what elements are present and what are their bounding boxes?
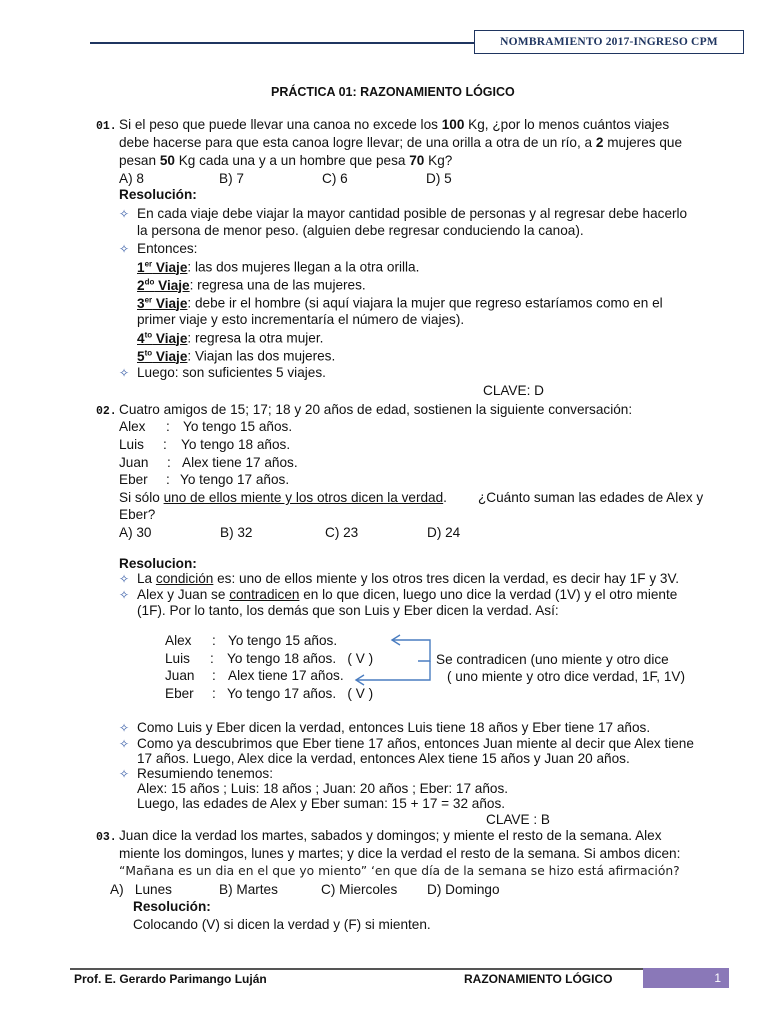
option-a: A) 8 [119,171,144,186]
q2-bullet-4-line-1: Como ya descubrimos que Eber tiene 17 años, entonces Juan miente al decir que Alex tiene [137,736,694,751]
table-name: Eber [165,686,194,701]
crosshair-diamond-icon: ✧ [119,366,130,380]
question-1-line-2: debe hacerse para que esta canoa logre llevar; de una orilla a otra de un río, a 2 mujeres que [119,135,683,150]
q1-bullet-2: Entonces: [137,241,198,256]
table-colon: : [212,668,216,683]
speaker-statement: Alex tiene 17 años. [182,455,298,470]
trip-5: $5^{to}$ Viaje: Viajan las dos mujeres. [137,348,336,364]
option-b: B) 32 [220,525,253,540]
q2-bullet-5: Resumiendo tenemos: [137,766,274,781]
answer-key-2: CLAVE : B [486,812,550,827]
table-colon: : [210,651,214,666]
crosshair-diamond-icon: ✧ [119,737,130,751]
table-name: Luis [165,651,190,666]
contradiction-note-1: Se contradicen (uno miente y otro dice [436,652,669,667]
speaker-statement: Yo tengo 17 años. [180,472,290,487]
option-c: C) 6 [322,171,348,186]
table-colon: : [212,633,216,648]
footer-subject: RAZONAMIENTO LÓGICO [464,972,613,986]
resolution-heading: Resolución: [119,187,197,202]
question-3-line-1: Juan dice la verdad los martes, sabados y domingos; y miente el resto de la semana. Alex [119,828,662,843]
table-statement: Yo tengo 17 años. ( V ) [227,686,374,701]
question-2-line-3: Eber? [119,507,156,522]
speaker-colon: : [166,419,170,434]
trip-3-cont: primer viaje y esto incrementaría el número de viajes). [137,312,465,327]
table-statement: Yo tengo 15 años. [228,633,338,648]
speaker-colon: : [167,455,171,470]
crosshair-diamond-icon: ✧ [119,572,130,586]
summary-line-2: Luego, las edades de Alex y Eber suman: 15 + 17 = 32 años. [137,796,506,811]
option-d: D) 24 [427,525,461,540]
summary-line-1: Alex: 15 años ; Luis: 18 años ; Juan: 20 años ; Eber: 17 años. [137,781,509,796]
trip-1: 1er Viaje: las dos mujeres llegan a la otra orilla. [137,259,420,275]
option-b: B) 7 [219,171,244,186]
option-c: C) Miercoles [321,882,398,897]
speaker-colon: : [166,472,170,487]
q1-bullet-3: Luego: son suficientes 5 viajes. [137,365,326,380]
q2-bullet-3: Como Luis y Eber dicen la verdad, entonces Luis tiene 18 años y Eber tiene 17 años. [137,720,651,735]
header-badge: NOMBRAMIENTO 2017-INGRESO CPM [474,30,744,54]
table-colon: : [212,686,216,701]
page-title: PRÁCTICA 01: RAZONAMIENTO LÓGICO [271,85,515,99]
crosshair-diamond-icon: ✧ [119,767,130,781]
table-name: Alex [165,633,192,648]
header-rule [90,42,474,44]
trip-3: 3er Viaje: debe ir el hombre (si aquí viajara la mujer que regreso estaríamos como en el [137,295,663,311]
trip-4: $4^{to}$ Viaje: regresa la otra mujer. [137,330,324,346]
question-2-line-2: Si sólo uno de ellos miente y los otros dicen la verdad. [119,490,447,505]
speaker-name: Eber [119,472,148,487]
table-statement: Yo tengo 18 años. ( V ) [227,651,374,666]
speaker-name: Luis [119,437,144,452]
speaker-statement: Yo tengo 15 años. [183,419,293,434]
speaker-statement: Yo tengo 18 años. [181,437,291,452]
trip-2: $2^{do}$ Viaje: regresa una de las mujeres. [137,277,366,293]
question-3-resolution-line: Colocando (V) si dicen la verdad y (F) si mienten. [133,917,431,932]
q1-bullet-1-line-2: la persona de menor peso. (alguien debe regresar conduciendo la canoa). [137,223,584,238]
footer-rule [70,968,643,970]
q1-bullet-1-line-1: En cada viaje debe viajar la mayor cantidad posible de personas y al regresar debe hacerlo [137,206,688,221]
question-3-number: 03. [96,831,117,844]
crosshair-diamond-icon: ✧ [119,207,130,221]
footer-author: Prof. E. Gerardo Parimango Luján [74,972,267,986]
question-2-line-1: Cuatro amigos de 15; 17; 18 y 20 años de edad, sostienen la siguiente conversación: [119,402,633,417]
question-2-line-2-end: ¿Cuánto suman las edades de Alex y [478,490,704,505]
table-name: Juan [165,668,195,683]
crosshair-diamond-icon: ✧ [119,588,130,602]
question-1-number: 01. [96,120,117,133]
option-d: D) 5 [426,171,452,186]
speaker-name: Alex [119,419,146,434]
question-3-line-3: “Mañana es un dia en el que yo miento” ‘en que día de la semana se hizo está afirmación? [119,864,680,878]
question-2-number: 02. [96,405,117,418]
q2-bullet-2-line-2: (1F). Por lo tanto, los demás que son Luis y Eber dicen la verdad. Así: [137,603,559,618]
q2-bullet-2-line-1: Alex y Juan se contradicen en lo que dicen, luego uno dice la verdad (1V) y el otro miente [137,587,678,602]
q2-bullet-1: La condición es: uno de ellos miente y los otros tres dicen la verdad, es decir hay 1F y 3V. [137,571,680,586]
option-c: C) 23 [325,525,359,540]
option-d: D) Domingo [427,882,500,897]
option-a: A) 30 [119,525,152,540]
option-a: A) Lunes [110,882,172,897]
crosshair-diamond-icon: ✧ [119,242,130,256]
crosshair-diamond-icon: ✧ [119,721,130,735]
question-1-line-3: pesan 50 Kg cada una y a un hombre que pesa 70 Kg? [119,153,453,168]
resolution-heading: Resolucion: [119,556,197,571]
speaker-colon: : [163,437,167,452]
resolution-heading: Resolución: [133,899,211,914]
contradiction-note-2: ( uno miente y otro dice verdad, 1F, 1V) [447,669,686,684]
contradiction-bracket [350,630,440,690]
answer-key-1: CLAVE: D [483,383,544,398]
speaker-name: Juan [119,455,149,470]
question-3-line-2: miente los domingos, lunes y martes; y dice la verdad el resto de la semana. Si ambos dicen: [119,846,681,861]
question-1-line-1: Si el peso que puede llevar una canoa no excede los 100 Kg, ¿por lo menos cuántos viajes [119,117,670,132]
q2-bullet-4-line-2: 17 años. Luego, Alex dice la verdad, entonces Alex tiene 15 años y Juan 20 años. [137,751,630,766]
option-b: B) Martes [219,882,278,897]
page-number: 1 [643,968,729,988]
table-statement: Alex tiene 17 años. [228,668,344,683]
